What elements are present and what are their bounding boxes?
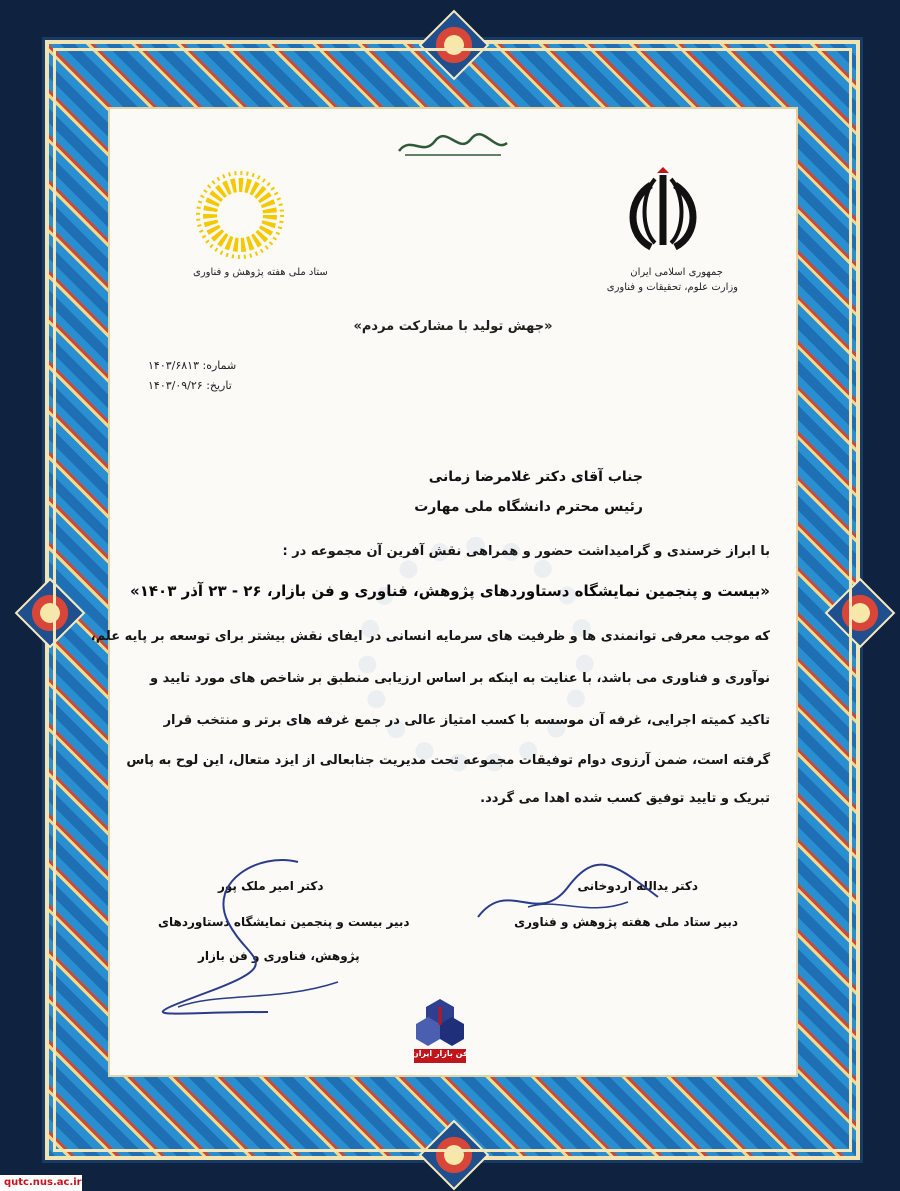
- left-signer-name: دکتر امیر ملک پور: [218, 879, 324, 893]
- certificate-paper: [90, 107, 798, 1077]
- body-line-3: تاکید کمیته اجرایی، غرفه آن موسسه با کسب امتیاز عالی در جمع غرفه های برتر و منتخب قرار: [163, 713, 770, 728]
- body-intro: با ابراز خرسندی و گرامیداشت حضور و همراهی نقش آفرین آن مجموعه در :: [282, 544, 770, 559]
- letter-date: [148, 379, 232, 392]
- certificate-slogan: «جهش تولید با مشارکت مردم»: [353, 319, 553, 334]
- bismillah-calligraphy: [393, 129, 513, 163]
- number-label: شماره:: [202, 359, 237, 372]
- body-line-1: که موجب معرفی توانمندی ها و ظرفیت های سرمایه انسانی در ایفای نقش بیشتر برای توسعه بر پایه علم،: [90, 629, 770, 644]
- body-line-4: گرفته است، ضمن آرزوی دوام توفیقات مجموعه تحت مدیریت جنابعالی از ایزد متعال، این لوح به پاس: [126, 753, 770, 768]
- left-signer-title-2: پژوهش، فناوری و فن بازار: [198, 949, 360, 963]
- right-signer-name: دکتر یدالله اردوخانی: [577, 879, 698, 893]
- left-emblem-label: ستاد ملی هفته پژوهش و فناوری: [193, 267, 328, 278]
- body-line-5: تبریک و تایید توفیق کسب شده اهدا می گردد.: [480, 791, 770, 806]
- addressee-title: رئیس محترم دانشگاه ملی مهارت: [414, 499, 643, 515]
- body-line-2: نوآوری و فناوری می باشد، با عنایت به اینکه بر اساس ارزیابی منطبق بر شاخص های مورد تایید و: [150, 671, 770, 686]
- left-signature: [148, 842, 368, 1022]
- right-signature: [468, 857, 668, 937]
- background-watermark-emblem: [358, 537, 594, 773]
- letter-number: [148, 359, 236, 372]
- number-value: ۱۴۰۳/۶۸۱۳: [148, 359, 199, 372]
- date-value: ۱۴۰۳/۰۹/۲۶: [148, 379, 203, 392]
- addressee-name: جناب آقای دکتر غلامرضا زمانی: [428, 469, 643, 485]
- right-emblem-label-2: وزارت علوم، تحقیقات و فناوری: [606, 282, 738, 293]
- frame-medallion-left: [15, 578, 86, 649]
- fan-bazaar-logo-text: فن بازار ایران: [411, 1049, 469, 1058]
- site-watermark: qutc.nus.ac.ir: [0, 1175, 82, 1191]
- right-emblem-label-1: جمهوری اسلامی ایران: [630, 267, 723, 278]
- date-label: تاریخ:: [206, 379, 232, 392]
- iran-emblem-icon: [613, 165, 713, 265]
- left-signer-title-1: دبیر بیست و پنجمین نمایشگاه دستاوردهای: [158, 915, 410, 929]
- right-signer-title: دبیر ستاد ملی هفته پژوهش و فناوری: [514, 915, 738, 929]
- research-week-sun-logo: [190, 165, 290, 265]
- frame-medallion-bottom: [419, 1120, 490, 1191]
- exhibition-title: «بیست و پنجمین نمایشگاه دستاوردهای پژوهش، فناوری و فن بازار، ۲۶ - ۲۳ آذر ۱۴۰۳»: [130, 582, 770, 600]
- frame-medallion-right: [825, 578, 896, 649]
- frame-medallion-top: [419, 10, 490, 81]
